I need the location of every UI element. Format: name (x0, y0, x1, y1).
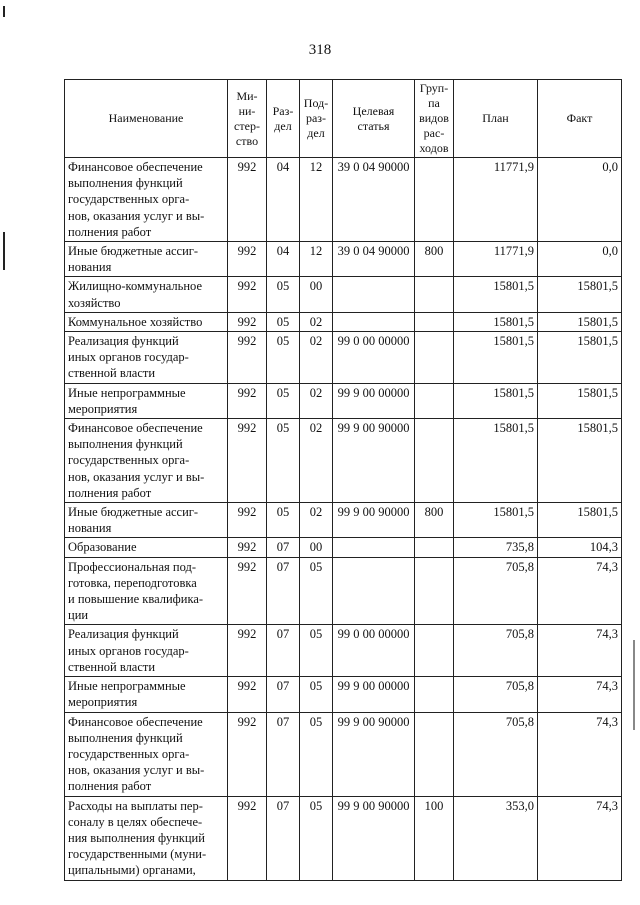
cell-expense-group (415, 312, 454, 331)
cell-section: 04 (267, 242, 300, 277)
cell-target: 99 9 00 90000 (333, 796, 415, 880)
header-expense-group: Груп- па видов рас- ходов (415, 80, 454, 158)
cell-fact: 104,3 (538, 538, 622, 557)
table-row (65, 796, 622, 880)
cell-section: 04 (267, 158, 300, 242)
table-row (65, 677, 622, 712)
cell-name: Реализация функций иных органов государ- ственной власти (65, 332, 228, 384)
cell-expense-group (415, 538, 454, 557)
cell-section: 05 (267, 312, 300, 331)
cell-target (333, 312, 415, 331)
cell-name: Иные непрограммные мероприятия (65, 383, 228, 418)
table-row (65, 332, 622, 384)
cell-ministry: 992 (228, 625, 267, 677)
cell-ministry: 992 (228, 383, 267, 418)
scan-mark-top-left (3, 6, 5, 17)
cell-subsection: 00 (300, 538, 333, 557)
cell-section: 07 (267, 557, 300, 625)
cell-plan: 15801,5 (454, 277, 538, 312)
cell-fact: 0,0 (538, 158, 622, 242)
cell-subsection: 12 (300, 158, 333, 242)
cell-name: Расходы на выплаты пер- соналу в целях обеспече- ния выполнения функций государственными (муни- ципальными) органами, (65, 796, 228, 880)
cell-plan: 11771,9 (454, 158, 538, 242)
cell-name: Жилищно-коммунальное хозяйство (65, 277, 228, 312)
table-row (65, 312, 622, 331)
cell-ministry: 992 (228, 419, 267, 503)
cell-plan: 15801,5 (454, 503, 538, 538)
header-plan: План (454, 80, 538, 158)
cell-plan: 11771,9 (454, 242, 538, 277)
cell-subsection: 05 (300, 625, 333, 677)
cell-plan: 705,8 (454, 712, 538, 796)
page-number: 318 (308, 42, 332, 58)
header-fact: Факт (538, 80, 622, 158)
cell-name: Коммунальное хозяйство (65, 312, 228, 331)
cell-subsection: 12 (300, 242, 333, 277)
cell-fact: 74,3 (538, 677, 622, 712)
cell-subsection: 05 (300, 677, 333, 712)
cell-name: Иные непрограммные мероприятия (65, 677, 228, 712)
table-row (65, 538, 622, 557)
cell-name: Иные бюджетные ассиг- нования (65, 242, 228, 277)
cell-fact: 15801,5 (538, 419, 622, 503)
cell-ministry: 992 (228, 796, 267, 880)
cell-section: 05 (267, 383, 300, 418)
cell-ministry: 992 (228, 158, 267, 242)
cell-name: Финансовое обеспечение выполнения функций государственных орга- нов, оказания услуг и вы- полнения работ (65, 712, 228, 796)
cell-subsection: 02 (300, 503, 333, 538)
budget-table (64, 79, 622, 881)
header-subsection: Под- раз- дел (300, 80, 333, 158)
cell-target: 99 9 00 00000 (333, 383, 415, 418)
cell-fact: 15801,5 (538, 312, 622, 331)
cell-expense-group: 800 (415, 503, 454, 538)
cell-target: 39 0 04 90000 (333, 158, 415, 242)
header-section: Раз- дел (267, 80, 300, 158)
cell-plan: 705,8 (454, 677, 538, 712)
table-row (65, 158, 622, 242)
cell-plan: 735,8 (454, 538, 538, 557)
header-row (65, 80, 622, 158)
cell-plan: 15801,5 (454, 332, 538, 384)
cell-expense-group: 100 (415, 796, 454, 880)
cell-target: 99 9 00 00000 (333, 677, 415, 712)
cell-ministry: 992 (228, 242, 267, 277)
cell-ministry: 992 (228, 557, 267, 625)
cell-section: 05 (267, 277, 300, 312)
cell-subsection: 02 (300, 332, 333, 384)
cell-expense-group (415, 625, 454, 677)
cell-fact: 0,0 (538, 242, 622, 277)
cell-ministry: 992 (228, 312, 267, 331)
cell-subsection: 05 (300, 796, 333, 880)
cell-expense-group (415, 158, 454, 242)
cell-ministry: 992 (228, 503, 267, 538)
cell-ministry: 992 (228, 677, 267, 712)
cell-expense-group (415, 383, 454, 418)
cell-target: 99 9 00 90000 (333, 503, 415, 538)
cell-target: 99 0 00 00000 (333, 625, 415, 677)
cell-section: 07 (267, 625, 300, 677)
table-row (65, 557, 622, 625)
cell-fact: 74,3 (538, 557, 622, 625)
table-row (65, 419, 622, 503)
cell-target (333, 557, 415, 625)
cell-expense-group (415, 557, 454, 625)
cell-target (333, 277, 415, 312)
cell-section: 07 (267, 796, 300, 880)
cell-ministry: 992 (228, 332, 267, 384)
cell-subsection: 02 (300, 419, 333, 503)
cell-name: Финансовое обеспечение выполнения функций государственных орга- нов, оказания услуг и вы- полнения работ (65, 419, 228, 503)
cell-name: Иные бюджетные ассиг- нования (65, 503, 228, 538)
table-row (65, 242, 622, 277)
cell-subsection: 00 (300, 277, 333, 312)
cell-section: 07 (267, 538, 300, 557)
cell-expense-group (415, 712, 454, 796)
cell-expense-group: 800 (415, 242, 454, 277)
cell-target: 99 9 00 90000 (333, 712, 415, 796)
cell-name: Реализация функций иных органов государ- ственной власти (65, 625, 228, 677)
cell-subsection: 05 (300, 712, 333, 796)
cell-ministry: 992 (228, 277, 267, 312)
cell-target: 99 9 00 90000 (333, 419, 415, 503)
cell-section: 05 (267, 332, 300, 384)
cell-target (333, 538, 415, 557)
cell-plan: 353,0 (454, 796, 538, 880)
cell-section: 07 (267, 677, 300, 712)
cell-name: Финансовое обеспечение выполнения функций государственных орга- нов, оказания услуг и вы- полнения работ (65, 158, 228, 242)
cell-fact: 15801,5 (538, 277, 622, 312)
scan-mark-left (3, 232, 5, 270)
cell-subsection: 02 (300, 312, 333, 331)
cell-target: 99 0 00 00000 (333, 332, 415, 384)
cell-ministry: 992 (228, 712, 267, 796)
cell-fact: 15801,5 (538, 383, 622, 418)
cell-plan: 15801,5 (454, 383, 538, 418)
cell-ministry: 992 (228, 538, 267, 557)
header-name: Наименование (65, 80, 228, 158)
table-row (65, 625, 622, 677)
cell-plan: 15801,5 (454, 312, 538, 331)
scan-mark-right (633, 640, 635, 730)
cell-plan: 705,8 (454, 625, 538, 677)
cell-expense-group (415, 419, 454, 503)
table-row (65, 383, 622, 418)
cell-subsection: 05 (300, 557, 333, 625)
cell-name: Профессиональная под- готовка, переподготовка и повышение квалифика- ции (65, 557, 228, 625)
cell-plan: 705,8 (454, 557, 538, 625)
cell-section: 07 (267, 712, 300, 796)
cell-target: 39 0 04 90000 (333, 242, 415, 277)
cell-section: 05 (267, 503, 300, 538)
cell-fact: 15801,5 (538, 332, 622, 384)
table-row (65, 277, 622, 312)
cell-fact: 74,3 (538, 625, 622, 677)
cell-expense-group (415, 277, 454, 312)
table-row (65, 712, 622, 796)
cell-expense-group (415, 677, 454, 712)
cell-name: Образование (65, 538, 228, 557)
cell-expense-group (415, 332, 454, 384)
cell-fact: 15801,5 (538, 503, 622, 538)
cell-fact: 74,3 (538, 712, 622, 796)
cell-subsection: 02 (300, 383, 333, 418)
table-row (65, 503, 622, 538)
cell-section: 05 (267, 419, 300, 503)
header-target: Целевая статья (333, 80, 415, 158)
cell-fact: 74,3 (538, 796, 622, 880)
cell-plan: 15801,5 (454, 419, 538, 503)
header-ministry: Ми- ни- стер- ство (228, 80, 267, 158)
